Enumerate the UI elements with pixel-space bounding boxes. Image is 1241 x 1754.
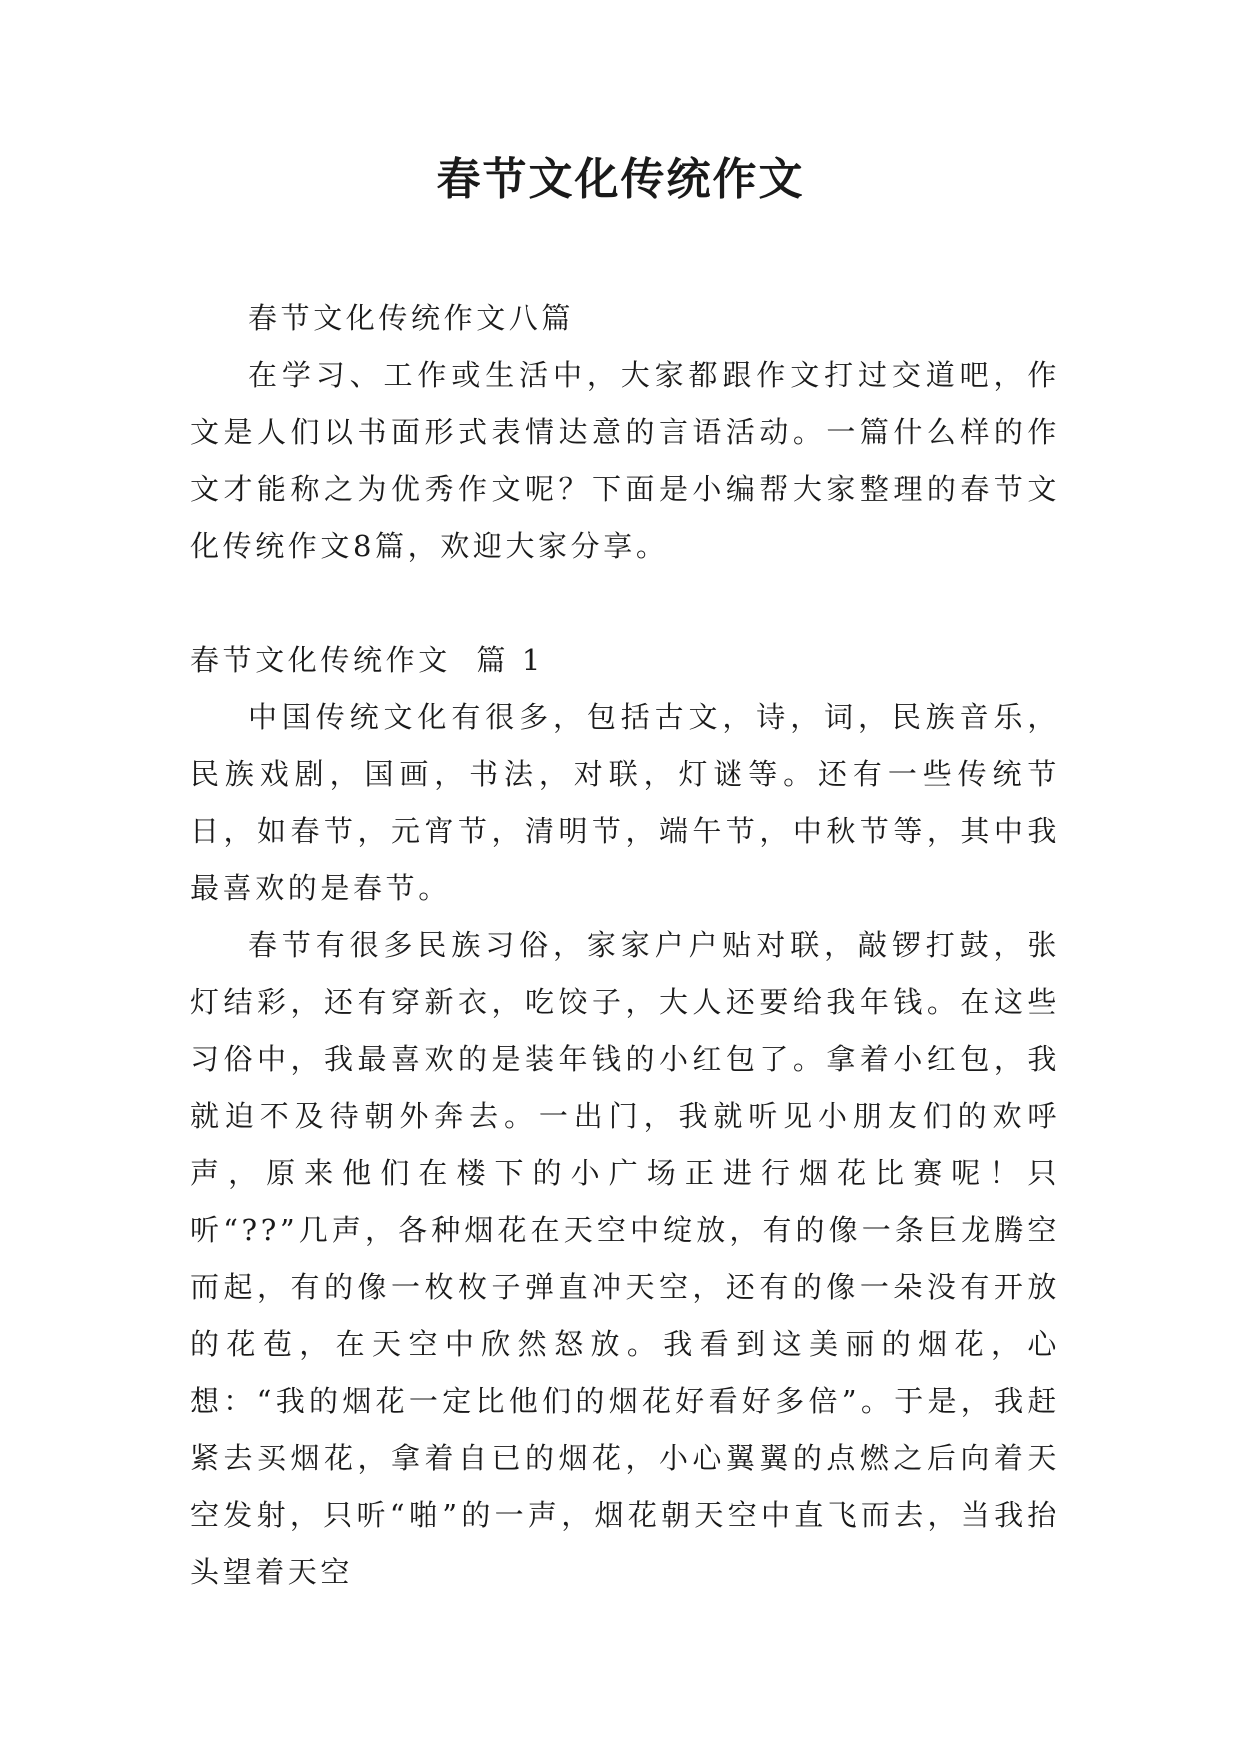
document-body (190, 290, 1060, 1601)
document-subtitle: 春节文化传统作文八篇 (248, 301, 575, 335)
body-paragraph: 中国传统文化有很多，包括古文，诗，词，民族音乐，民族戏剧，国画，书法，对联，灯谜等。还有一些传统节日，如春节，元宵节，清明节，端午节，中秋节等，其中我最喜欢的是春节。 (190, 700, 1060, 905)
section-spacer (190, 575, 1060, 632)
intro-paragraph: 在学习、工作或生活中，大家都跟作文打过交道吧，作文是人们以书面形式表情达意的言语活动。一篇什么样的作文才能称之为优秀作文呢？下面是小编帮大家整理的春节文化传统作文8篇，欢迎大家分享。 (190, 358, 1060, 563)
section-heading: 春节文化传统作文 篇 1 (190, 643, 544, 677)
document-title: 春节文化传统作文 (436, 154, 805, 205)
body-paragraph: 春节有很多民族习俗，家家户户贴对联，敲锣打鼓，张灯结彩，还有穿新衣，吃饺子，大人还要给我年钱。在这些习俗中，我最喜欢的是装年钱的小红包了。拿着小红包，我就迫不及待朝外奔去。一出门，我就听见小朋友们的欢呼声，原来他们在楼下的小广场正进行烟花比赛呢！只听“??”几声，各种烟花在天空中绽放，有的像一条巨龙腾空而起，有的像一枚枚子弹直冲天空，还有的像一朵没有开放的花苞，在天空中欣然怒放。我看到这美丽的烟花，心想：“我的烟花一定比他们的烟花好看好多倍”。于是，我赶紧去买烟花，拿着自已的烟花，小心翼翼的点燃之后向着天空发射，只听“啪”的一声，烟花朝天空中直飞而去，当我抬头望着天空 (190, 928, 1060, 1589)
